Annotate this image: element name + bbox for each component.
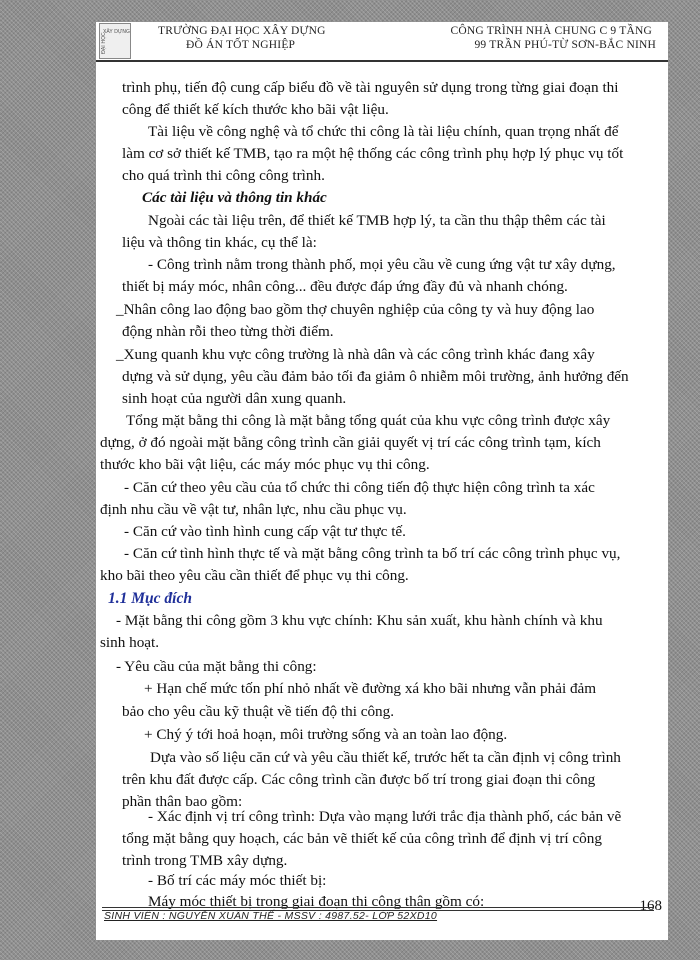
text-line: - Căn cứ theo yêu cầu của tổ chức thi công tiến độ thực hiện công trình ta xác <box>124 479 595 496</box>
text-line: Tổng mặt bằng thi công là mặt bằng tổng quát của khu vực công trình được xây <box>126 412 611 429</box>
text-line: trình trong TMB xây dựng. <box>122 852 288 869</box>
university-logo: XÂY DỰNG ĐẠI HỌC <box>99 23 131 59</box>
text-line: Tài liệu về công nghệ và tổ chức thi công là tài liệu chính, quan trọng nhất để <box>148 123 619 140</box>
text-line: dựng, ở đó ngoài mặt bằng công trình cần giải quyết vị trí các công trình tạm, kích <box>100 434 601 451</box>
text-line: dựng và sử dụng, yêu cầu đảm bảo tối đa giảm ô nhiễm môi trường, ảnh hưởng đến <box>122 368 629 385</box>
text-line: kho bãi theo yêu cầu cần thiết để phục vụ thi công. <box>100 567 409 584</box>
text-line: - Xác định vị trí công trình: Dựa vào mạng lưới trắc địa thành phố, các bản vẽ <box>148 808 622 825</box>
text-line: trên khu đất được cấp. Các công trình cần được bố trí trong giai đoạn thi công <box>122 771 596 788</box>
page-number: 168 <box>639 898 662 914</box>
text-line: thước kho bãi vật liệu, các máy móc phục vụ thi công. <box>100 456 430 473</box>
header-address: 99 TRẦN PHÚ-TỪ SƠN-BẮC NINH <box>474 39 656 51</box>
page-header <box>96 22 668 62</box>
footer-student-info: SINH VIÊN : NGUYỄN XUÂN THẾ - MSSV : 4987.52- LỚP 52XD10 <box>104 910 438 922</box>
header-thesis: ĐỒ ÁN TỐT NGHIỆP <box>186 39 296 51</box>
text-line: tổng mặt bằng quy hoạch, các bản vẽ thiết kế của công trình để định vị trí công <box>122 830 602 847</box>
text-line: _Nhân công lao động bao gồm thợ chuyên nghiệp của công ty và huy động lao <box>116 301 595 318</box>
text-line: - Mặt bằng thi công gồm 3 khu vực chính: Khu sản xuất, khu hành chính và khu <box>116 612 603 629</box>
text-line: Ngoài các tài liệu trên, để thiết kế TMB hợp lý, ta cần thu thập thêm các tài <box>148 212 606 229</box>
text-line: công để thiết kế kích thước kho bãi vật liệu. <box>122 101 389 118</box>
text-line: + Hạn chế mức tốn phí nhỏ nhất về đường xá kho bãi nhưng vẫn phải đảm <box>144 680 597 697</box>
text-line: - Yêu cầu của mặt bằng thi công: <box>116 658 317 675</box>
header-university: TRƯỜNG ĐẠI HỌC XÂY DỰNG <box>158 25 326 37</box>
text-line: động nhàn rỗi theo từng thời điểm. <box>122 323 334 340</box>
text-line: bảo cho yêu cầu kỹ thuật về tiến độ thi công. <box>122 703 395 720</box>
header-project: CÔNG TRÌNH NHÀ CHUNG C 9 TẦNG <box>450 25 652 37</box>
text-line: thiết bị máy móc, nhân công... đều được đáp ứng đầy đủ và nhanh chóng. <box>122 278 568 295</box>
text-line: - Căn cứ tình hình thực tế và mặt bằng công trình ta bố trí các công trình phục vụ, <box>124 545 621 562</box>
text-line: _Xung quanh khu vực công trường là nhà dân và các công trình khác đang xây <box>116 346 595 363</box>
document-page <box>96 22 668 940</box>
section-heading-purpose: 1.1 Mục đích <box>108 590 192 607</box>
text-line: định nhu cầu về vật tư, nhân lực, nhu cầu phục vụ. <box>100 501 407 518</box>
text-line: Dựa vào số liệu căn cứ và yêu cầu thiết kế, trước hết ta cần định vị công trình <box>150 749 621 766</box>
text-line: Máy móc thiết bị trong giai đoạn thi công thân gồm có: <box>148 893 485 910</box>
text-line: sinh hoạt của người dân xung quanh. <box>122 390 347 407</box>
text-line: làm cơ sở thiết kế TMB, tạo ra một hệ thống các công trình phụ hợp lý phục vụ tốt <box>122 145 624 162</box>
footer-divider <box>102 907 654 908</box>
text-line: trình phụ, tiến độ cung cấp biểu đồ về tài nguyên sử dụng trong từng giai đoạn thi <box>122 79 619 96</box>
text-line: liệu và thông tin khác, cụ thể là: <box>122 234 317 251</box>
text-line: phần thân bao gồm: <box>122 793 243 810</box>
text-line: + Chý ý tới hoả hoạn, môi trường sống và an toàn lao động. <box>144 726 508 743</box>
text-line: - Căn cứ vào tình hình cung cấp vật tư thực tế. <box>124 523 406 540</box>
text-line: - Công trình nằm trong thành phố, mọi yêu cầu về cung ứng vật tư xây dựng, <box>148 256 616 273</box>
text-line: sinh hoạt. <box>100 634 160 651</box>
text-line: - Bố trí các máy móc thiết bị: <box>148 872 327 889</box>
text-line: cho quá trình thi công công trình. <box>122 167 325 184</box>
subheading-other-documents: Các tài liệu và thông tin khác <box>142 189 327 206</box>
